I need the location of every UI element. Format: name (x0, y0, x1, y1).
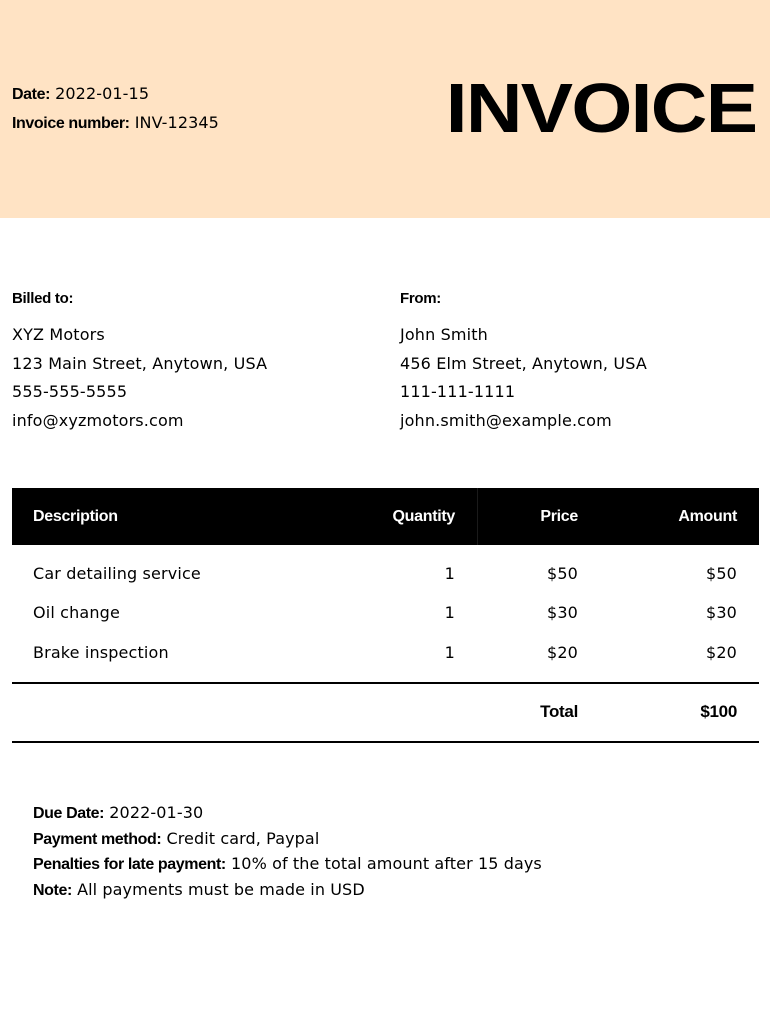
due-date-value: 2022-01-30 (109, 803, 204, 822)
invoice-title: INVOICE (445, 69, 756, 147)
billed-to-name: XYZ Motors (12, 325, 105, 344)
note (33, 878, 542, 904)
invoice-number-value: INV-12345 (134, 113, 219, 132)
column-header-description: Description (33, 508, 118, 525)
table-header (12, 488, 759, 545)
late-penalties (33, 852, 542, 878)
column-header-quantity: Quantity (392, 508, 455, 525)
row-price: $30 (547, 603, 578, 622)
invoice-number (12, 113, 219, 134)
from-email: john.smith@example.com (400, 410, 612, 430)
table-row (12, 641, 759, 665)
date-label: Date: (12, 86, 51, 103)
invoice-number-label: Invoice number: (12, 115, 130, 132)
row-amount: $30 (706, 603, 737, 622)
billed-to-address: 123 Main Street, Anytown, USA (12, 353, 268, 373)
note-label: Note: (33, 881, 72, 899)
billed-to-phone: 555-555-5555 (12, 382, 128, 401)
row-amount: $20 (706, 643, 737, 662)
due-date-label: Due Date: (33, 805, 105, 822)
column-divider (477, 488, 478, 545)
due-date (33, 801, 542, 827)
table-row (12, 601, 759, 625)
row-description: Oil change (33, 603, 120, 622)
billed-to-section (12, 290, 352, 435)
from-name: John Smith (400, 325, 488, 344)
row-price: $50 (547, 564, 578, 583)
from-phone: 111-111-1111 (400, 382, 516, 401)
from-section (400, 290, 740, 435)
late-penalties-value: 10% of the total amount after 15 days (231, 854, 542, 873)
column-header-amount: Amount (678, 508, 737, 525)
total-value: $100 (700, 702, 737, 721)
row-description: Brake inspection (33, 643, 169, 662)
payment-method (33, 827, 542, 853)
billed-to-email: info@xyzmotors.com (12, 410, 184, 430)
total-label: Total (540, 702, 578, 721)
total-bottom-rule (12, 741, 759, 743)
column-header-price: Price (540, 508, 578, 525)
late-penalties-label: Penalties for late payment: (33, 856, 226, 873)
row-amount: $50 (706, 564, 737, 583)
table-row (12, 562, 759, 586)
invoice-date (12, 84, 149, 105)
row-quantity: 1 (444, 643, 455, 662)
row-description: Car detailing service (33, 564, 201, 583)
payment-method-label: Payment method: (33, 830, 162, 848)
date-value: 2022-01-15 (55, 84, 150, 103)
note-value: All payments must be made in USD (77, 879, 365, 899)
from-heading: From: (400, 290, 441, 307)
payment-terms (33, 801, 542, 903)
from-address: 456 Elm Street, Anytown, USA (400, 353, 647, 373)
billed-to-heading: Billed to: (12, 290, 74, 307)
row-quantity: 1 (444, 564, 455, 583)
row-price: $20 (547, 643, 578, 662)
payment-method-value: Credit card, Paypal (166, 828, 320, 848)
row-quantity: 1 (444, 603, 455, 622)
total-top-rule (12, 682, 759, 684)
